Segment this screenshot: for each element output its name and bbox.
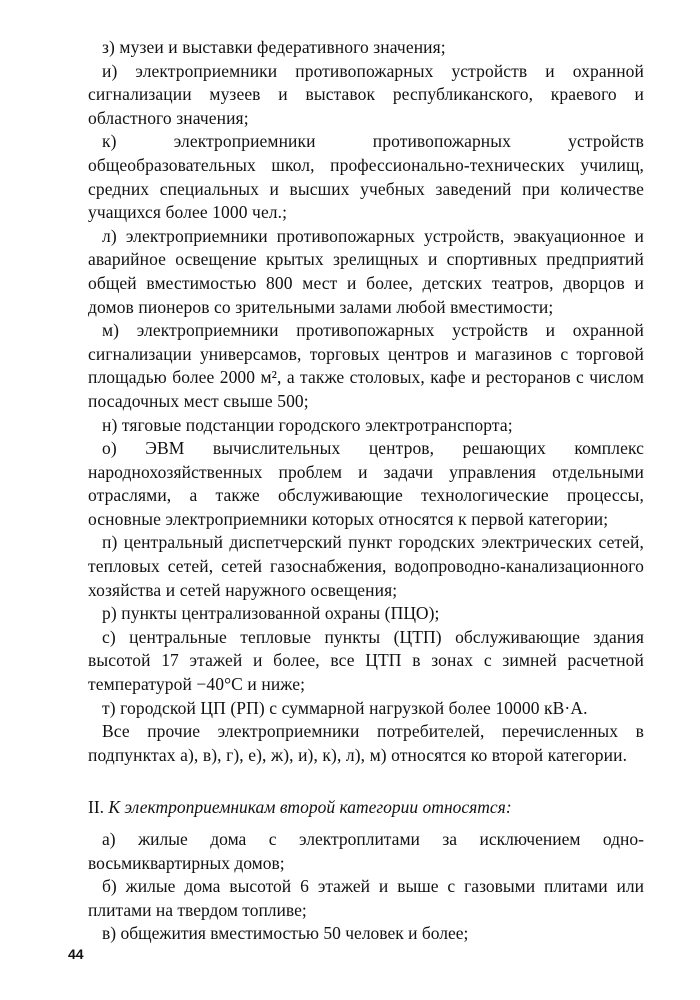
section-heading	[88, 795, 644, 819]
list-item-p: п) центральный диспетчерский пункт городских электрических сетей, тепловых сетей, сетей газоснабжения, водопроводно-канализационного хозяйства и сетей наружного освещения;	[88, 532, 644, 600]
list-item-m: м) электроприемники противопожарных устройств и охранной сигнализации универсамов, торговых центров и магазинов с торговой площадью более 2000 м², а также столовых, кафе и ресторанов с числом посадочных мест свыше 500;	[88, 320, 644, 411]
list-item-s: с) центральные тепловые пункты (ЦТП) обслуживающие здания высотой 17 этажей и более, все ЦТП в зонах с зимней расчетной температурой −40°С и ниже;	[88, 626, 644, 695]
list-item-n: н) тяговые подстанции городского электротранспорта;	[102, 414, 513, 435]
page-number: 44	[68, 946, 84, 962]
list-item-v: в) общежития вместимостью 50 человек и более;	[102, 923, 469, 944]
list-item-l: л) электроприемники противопожарных устройств, эвакуационное и аварийное освещение крытых зрелищных и спортивных предприятий общей вместимостью 800 мест и более, детских театров, дворцов и домов пионеров со зрительными залами любой вместимости;	[88, 225, 644, 317]
section-number: II.	[88, 797, 105, 817]
list-item-z: з) музеи и выставки федеративного значения;	[102, 37, 446, 57]
list-item-a: а) жилые дома с электроплитами за исключением одно-восьмиквартирных домов;	[88, 829, 644, 873]
category-two-list	[88, 828, 644, 946]
list-item-t: т) городской ЦП (РП) с суммарной нагрузкой более 10000 кВ·А.	[102, 697, 588, 718]
summary-paragraph: Все прочие электроприемники потребителей, перечисленных в подпунктах а), в), г), е), ж), и), к), л), м) относятся ко второй категории.	[88, 721, 644, 765]
list-item-b: б) жилые дома высотой 6 этажей и выше с газовыми плитами или плитами на твердом топливе;	[88, 876, 644, 920]
section-title: К электроприемникам второй категории относятся:	[108, 797, 512, 817]
list-item-k: к) электроприемники противопожарных устройств общеобразовательных школ, профессионально-технических училищ, средних специальных и высших учебных заведений при количестве учащихся более 1000 чел.;	[88, 131, 644, 223]
list-item-o: о) ЭВМ вычислительных центров, решающих комплекс народнохозяйственных проблем и задачи управления отдельными отраслями, а также обслуживающие технологические процессы, основные электроприемники которых относятся к первой категории;	[88, 438, 644, 529]
list-item-r: р) пункты централизованной охраны (ПЦО);	[102, 603, 440, 624]
list-item-i: и) электроприемники противопожарных устройств и охранной сигнализации музеев и выставок республиканского, краевого и областного значения;	[88, 60, 644, 128]
category-one-list	[88, 36, 644, 767]
